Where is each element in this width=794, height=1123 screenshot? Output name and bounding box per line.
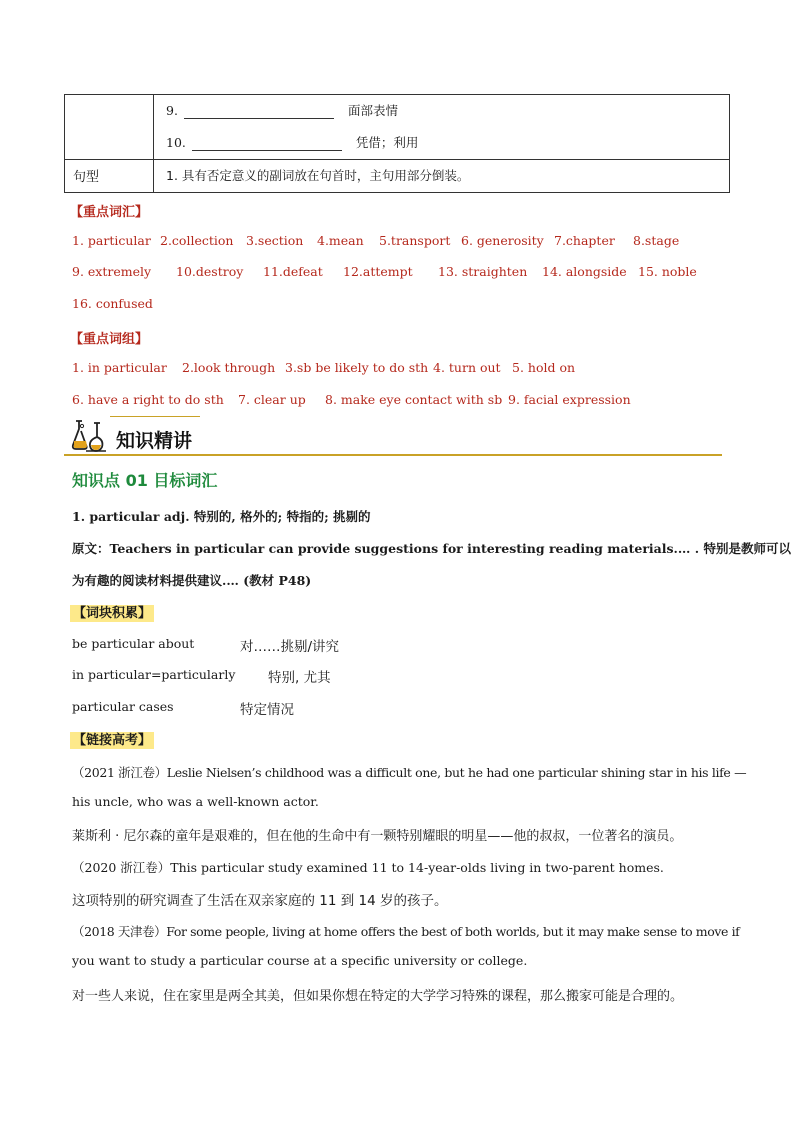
exam-example-2-line-1: （2020 浙江卷）This particular study examined 11 to 14-year-olds living in two-parent homes. bbox=[72, 860, 664, 875]
table-row bbox=[65, 160, 730, 193]
section-title: 知识精讲 bbox=[116, 430, 193, 452]
word-item: 15. noble bbox=[638, 264, 697, 279]
word-item: 8.stage bbox=[633, 233, 680, 248]
word-item: 12.attempt bbox=[343, 264, 413, 279]
header-small-rule bbox=[110, 416, 200, 417]
word-item: 3.section bbox=[246, 233, 304, 248]
phrase-item: 1. in particular bbox=[72, 360, 167, 375]
knowledge-point-title: 知识点 01 目标词汇 bbox=[72, 471, 218, 490]
chunk-cn: 特定情况 bbox=[240, 702, 294, 718]
phrase-item: 7. clear up bbox=[238, 392, 306, 407]
word-item: 9. extremely bbox=[72, 264, 152, 279]
answer-blank[interactable] bbox=[184, 100, 334, 119]
exam-example-1-line-2: his uncle, who was a well-known actor. bbox=[72, 794, 319, 809]
chunk-en: in particular=particularly bbox=[72, 667, 236, 682]
key-words-heading: 【重点词汇】 bbox=[70, 205, 149, 220]
table-row-label: 句型 bbox=[65, 160, 154, 193]
sentence-rule: 1. 具有否定意义的副词放在句首时，主句用部分倒装。 bbox=[166, 168, 470, 183]
lab-flask-icon bbox=[70, 417, 110, 453]
word-item: 2.collection bbox=[160, 233, 234, 248]
chunk-cn: 对……挑剔/讲究 bbox=[240, 639, 340, 655]
phrase-item: 2.look through bbox=[182, 360, 276, 375]
phrase-item: 5. hold on bbox=[512, 360, 576, 375]
table-row-label bbox=[65, 95, 154, 160]
original-text-line-1: 原文：Teachers in particular can provide suggestions for interesting reading materials.… . 特别是教师可以 bbox=[72, 541, 791, 556]
word-item: 1. particular bbox=[72, 233, 151, 248]
fill-item-9: 9. 面部表情 bbox=[166, 95, 717, 127]
chunk-cn: 特别, 尤其 bbox=[268, 670, 331, 686]
phrase-item: 4. turn out bbox=[433, 360, 501, 375]
table-row bbox=[65, 95, 730, 160]
entry-title: 1. particular adj. 特别的, 格外的; 特指的; 挑剔的 bbox=[72, 509, 371, 524]
fill-item-10: 10. 凭借；利用 bbox=[166, 127, 717, 159]
phrase-item: 8. make eye contact with sb bbox=[325, 392, 503, 407]
chunk-en: particular cases bbox=[72, 699, 174, 714]
key-phrases-heading: 【重点词组】 bbox=[70, 332, 149, 347]
section-divider bbox=[64, 454, 722, 456]
exam-example-3-translation: 对一些人来说，住在家里是两全其美，但如果你想在特定的大学学习特殊的课程，那么搬家可能是合理的。 bbox=[72, 989, 684, 1004]
answer-blank[interactable] bbox=[192, 132, 342, 151]
exam-example-3-line-1: （2018 天津卷）For some people, living at home offers the best of both worlds, but it may make sense to move if bbox=[72, 924, 740, 939]
exam-example-1-line-1: （2021 浙江卷）Leslie Nielsen’s childhood was a difficult one, but he had one particular shining star in his life — bbox=[72, 765, 747, 780]
original-text-line-2: 为有趣的阅读材料提供建议.… (教材 P48) bbox=[72, 573, 312, 588]
exam-example-2-translation: 这项特别的研究调查了生活在双亲家庭的 11 到 14 岁的孩子。 bbox=[72, 893, 448, 909]
phrase-item: 6. have a right to do sth bbox=[72, 392, 224, 407]
exam-example-3-line-2: you want to study a particular course at a specific university or college. bbox=[72, 953, 528, 968]
phrase-item: 3.sb be likely to do sth bbox=[285, 360, 429, 375]
word-item: 10.destroy bbox=[176, 264, 244, 279]
vocab-table bbox=[64, 94, 730, 193]
word-item: 16. confused bbox=[72, 296, 153, 311]
word-item: 5.transport bbox=[379, 233, 451, 248]
exam-example-1-translation: 莱斯利 · 尼尔森的童年是艰难的，但在他的生命中有一颗特别耀眼的明星——他的叔叔，一位著名的演员。 bbox=[72, 829, 683, 844]
phrase-item: 9. facial expression bbox=[508, 392, 631, 407]
word-item: 4.mean bbox=[317, 233, 364, 248]
word-item: 14. alongside bbox=[542, 264, 627, 279]
word-item: 7.chapter bbox=[554, 233, 615, 248]
word-item: 13. straighten bbox=[438, 264, 528, 279]
chunk-en: be particular about bbox=[72, 636, 195, 651]
chunks-heading: 【词块积累】 bbox=[70, 602, 154, 621]
word-item: 11.defeat bbox=[263, 264, 323, 279]
word-item: 6. generosity bbox=[461, 233, 544, 248]
exam-heading: 【链接高考】 bbox=[70, 729, 154, 748]
